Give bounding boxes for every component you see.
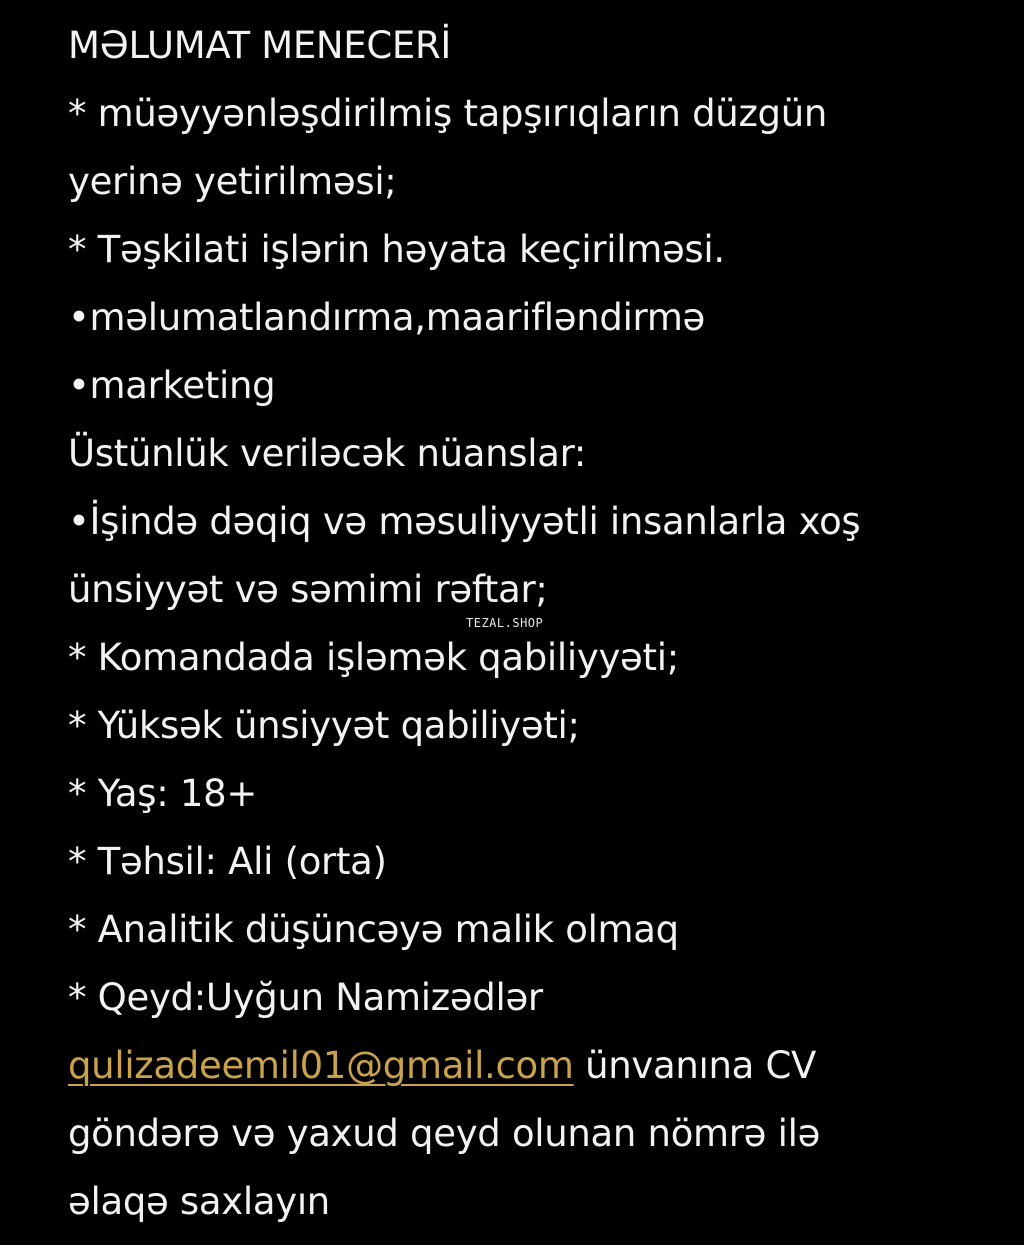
note-line-marketing: •marketing: [68, 364, 276, 407]
note-line-closing-2: əlaqə saxlayın: [68, 1180, 330, 1223]
note-line-age: * Yaş: 18+: [68, 772, 258, 815]
email-suffix-text: ünvanına CV: [573, 1044, 817, 1087]
note-line-organizational: * Təşkilati işlərin həyata keçirilməsi.: [68, 228, 725, 271]
note-line-education: * Təhsil: Ali (orta): [68, 840, 387, 883]
note-line-informing: •məlumatlandırma,maarifləndirmə: [68, 296, 706, 339]
watermark-text: TEZAL.SHOP: [466, 616, 544, 630]
note-title: MƏLUMAT MENECERİ: [68, 24, 452, 67]
note-line-preferences-heading: Üstünlük veriləcək nüanslar:: [68, 432, 587, 475]
email-link[interactable]: qulizadeemil01@gmail.com: [68, 1044, 574, 1087]
note-line-preference-1: •İşində dəqiq və məsuliyyətli insanlarla xoş: [68, 500, 861, 543]
note-line-communication: * Yüksək ünsiyyət qabiliyəti;: [68, 704, 580, 747]
note-line-duties-2: yerinə yetirilməsi;: [68, 160, 397, 203]
note-line-remark: * Qeyd:Uyğun Namizədlər: [68, 976, 543, 1019]
note-line-preference-2: ünsiyyət və səmimi rəftar;: [68, 568, 548, 611]
note-line-analytical: * Analitik düşüncəyə malik olmaq: [68, 908, 679, 951]
note-line-teamwork: * Komandada işləmək qabiliyyəti;: [68, 636, 679, 679]
note-line-email: [68, 1032, 968, 1100]
note-line-duties-1: * müəyyənləşdirilmiş tapşırıqların düzgün: [68, 92, 828, 135]
note-line-closing-1: göndərə və yaxud qeyd olunan nömrə ilə: [68, 1112, 821, 1155]
